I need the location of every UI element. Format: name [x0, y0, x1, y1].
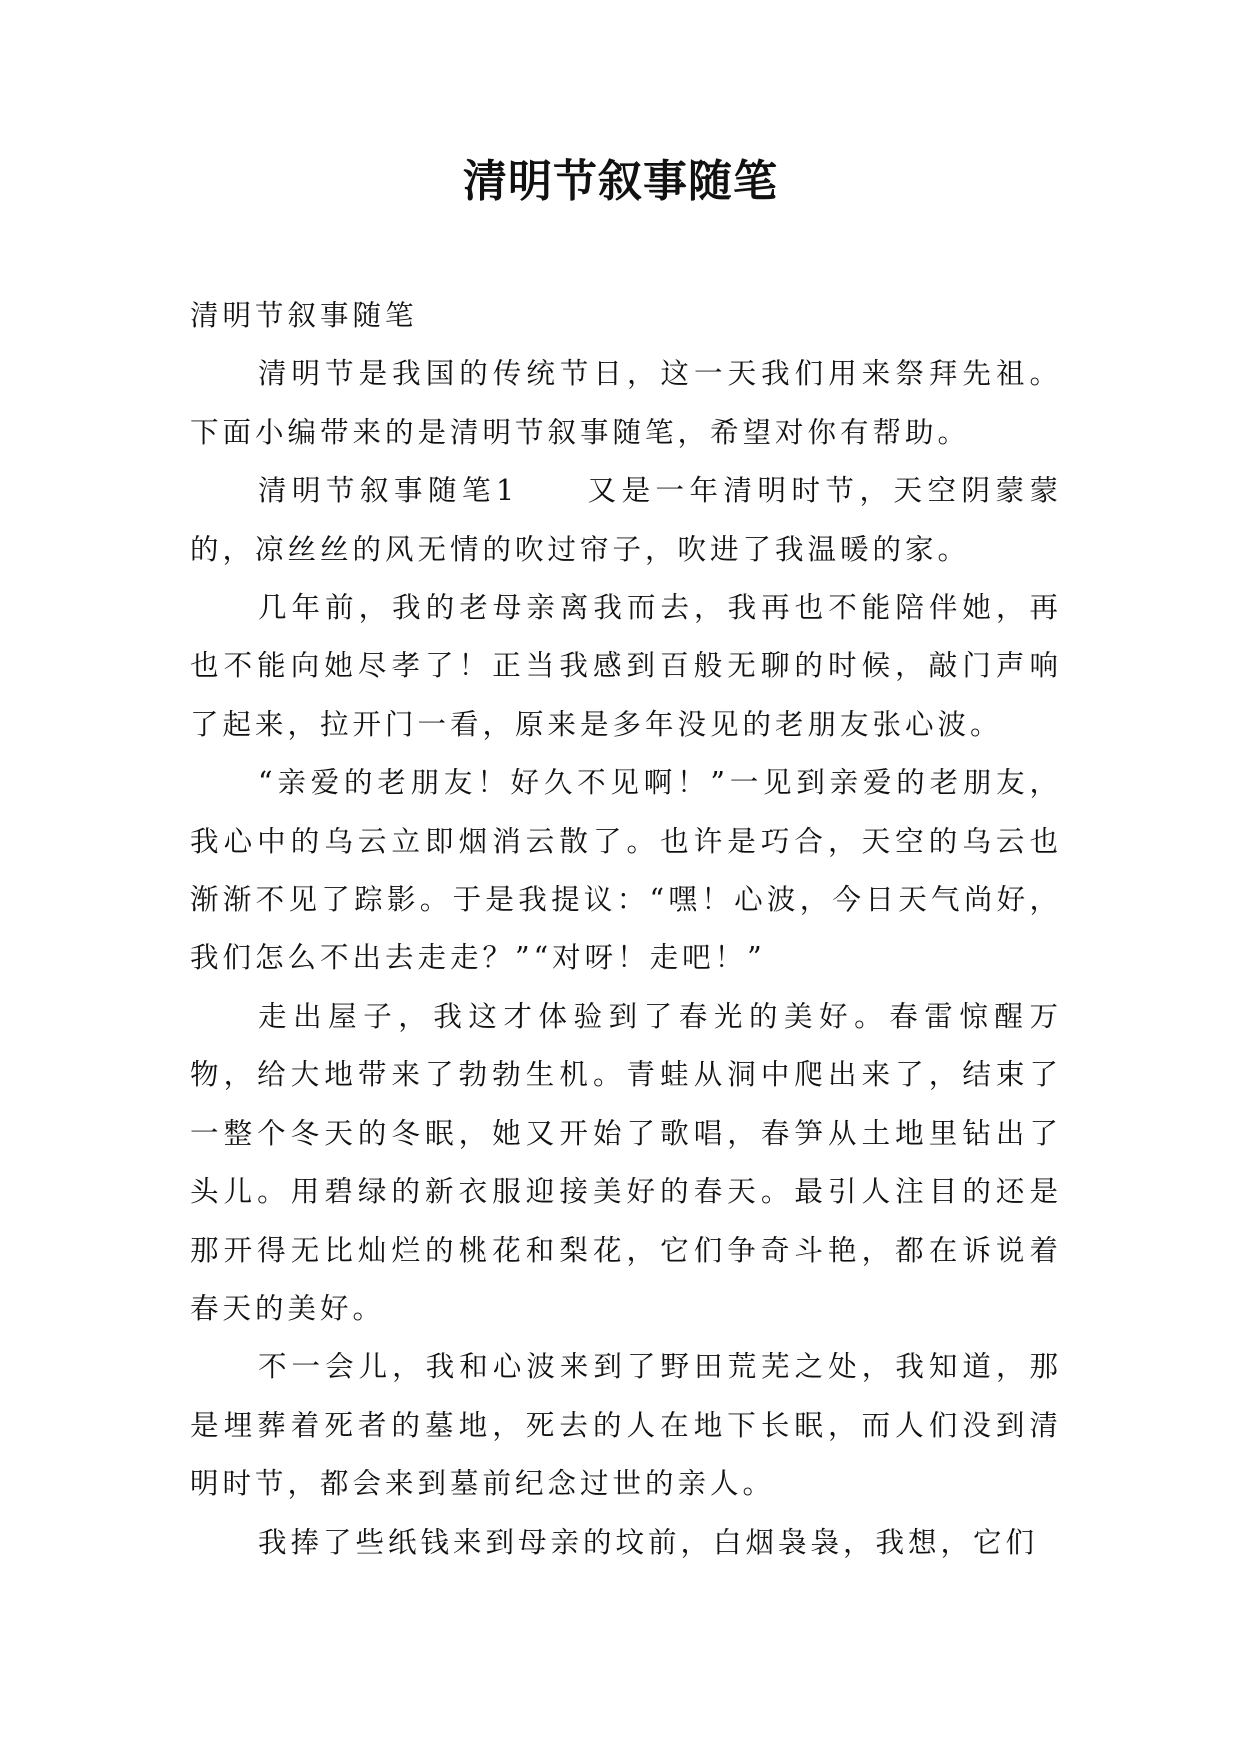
document-subtitle: 清明节叙事随笔: [190, 299, 418, 332]
document-body: [190, 287, 1062, 1572]
paragraph-3: “亲爱的老朋友！好久不见啊！”一见到亲爱的老朋友，我心中的乌云立即烟消云散了。也许是巧合，天空的乌云也渐渐不见了踪影。于是我提议：“嘿！心波，今日天气尚好，我们怎么不出去走走？”“对呀！走吧！”: [190, 766, 1062, 975]
paragraph-4: 走出屋子，我这才体验到了春光的美好。春雷惊醒万物，给大地带来了勃勃生机。青蛙从洞中爬出来了，结束了一整个冬天的冬眠，她又开始了歌唱，春笋从土地里钻出了头儿。用碧绿的新衣服迎接美好的春天。最引人注目的还是那开得无比灿烂的桃花和梨花，它们争奇斗艳，都在诉说着春天的美好。: [190, 999, 1062, 1325]
paragraph-1: 清明节叙事随笔1 又是一年清明时节，天空阴蒙蒙的，凉丝丝的风无情的吹过帘子，吹进了我温暖的家。: [190, 474, 1062, 566]
paragraph-2: 几年前，我的老母亲离我而去，我再也不能陪伴她，再也不能向她尽孝了！正当我感到百般无聊的时候，敲门声响了起来，拉开门一看，原来是多年没见的老朋友张心波。: [190, 591, 1062, 741]
paragraph-6: 我捧了些纸钱来到母亲的坟前，白烟袅袅，我想，它们: [258, 1525, 1039, 1559]
document-title: 清明节叙事随笔: [463, 156, 778, 207]
paragraph-5: 不一会儿，我和心波来到了野田荒芜之处，我知道，那是埋葬着死者的墓地，死去的人在地下长眠，而人们没到清明时节，都会来到墓前纪念过世的亲人。: [190, 1350, 1062, 1501]
paragraph-intro: 清明节是我国的传统节日，这一天我们用来祭拜先祖。下面小编带来的是清明节叙事随笔，希望对你有帮助。: [190, 357, 1062, 449]
